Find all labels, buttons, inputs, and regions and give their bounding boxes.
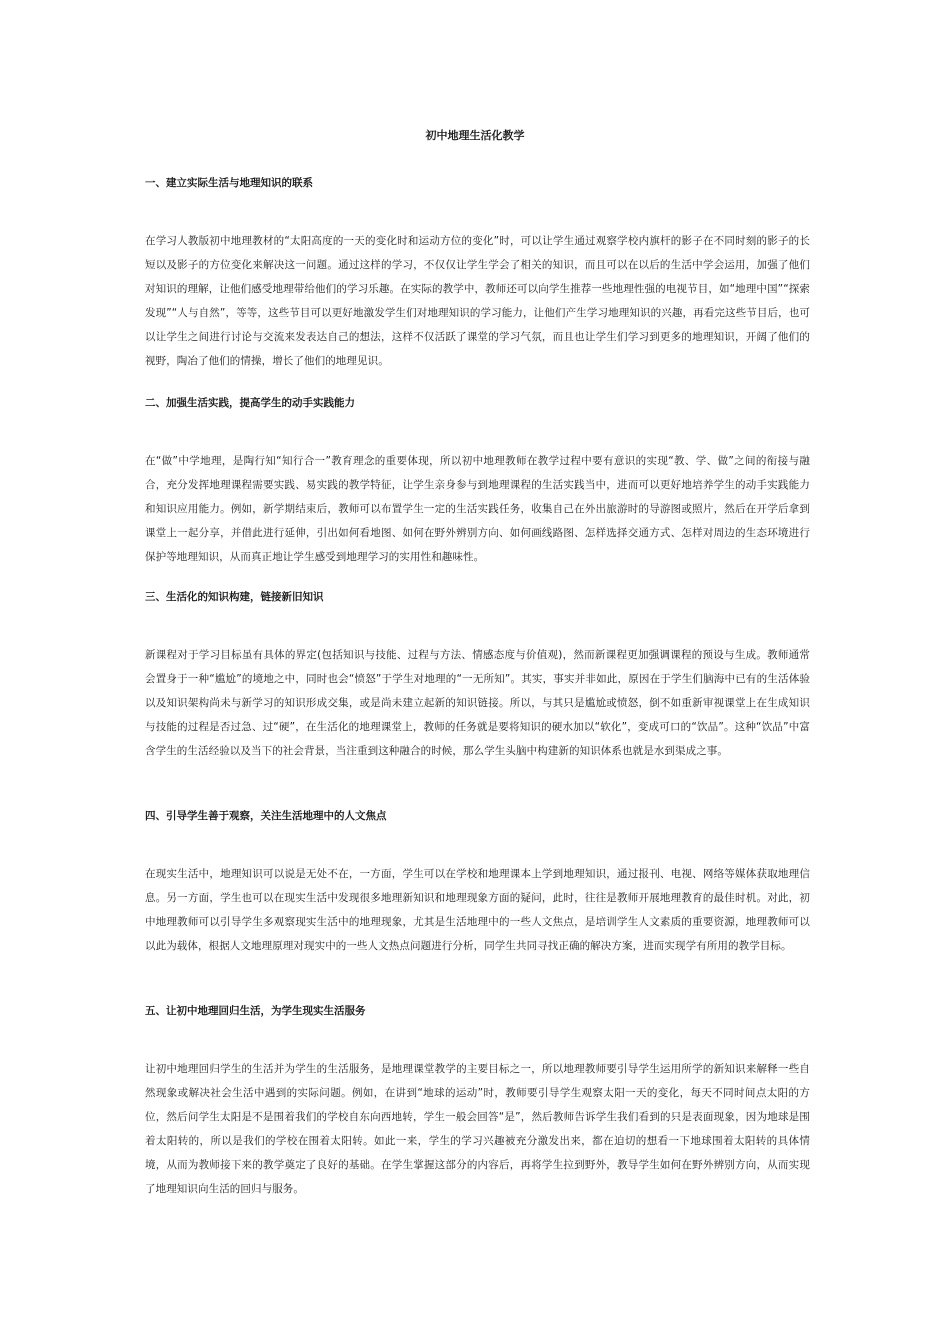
- document-title: 初中地理生活化教学: [425, 129, 525, 142]
- section-heading: 五、让初中地理回归生活，为学生现实生活服务: [145, 1005, 366, 1017]
- section-paragraph: 在学习人教版初中地理教材的“太阳高度的一天的变化时和运动方位的变化”时，可以让学生通过观察学校内旗杆的影子在不同时刻的影子的长短以及影子的方位变化来解决这一问题。通过这样的学习，不仅仅让学生学会了相关的知识，而且可以在以后的生活中学会运用，加强了他们对知识的理解，让他们感受地理带给他们的学习乐趣。在实际的教学中，教师还可以向学生推荐一些地理性强的电视节目，如“地理中国”“探索发现”“人与自然”，等等，这些节目可以更好地激发学生们对地理知识的学习能力，让他们产生学习地理知识的兴趣，再看完这些节目后，也可以让学生之间进行讨论与交流来发表达自己的想法，这样不仅活跃了课堂的学习气氛，而且也让学生们学习到更多的地理知识，开阔了他们的视野，陶冶了他们的情操，增长了他们的地理见识。: [145, 235, 810, 367]
- section-heading: 二、加强生活实践，提高学生的动手实践能力: [145, 397, 355, 409]
- section-heading: 四、引导学生善于观察，关注生活地理中的人文焦点: [145, 810, 387, 822]
- section-heading: 三、生活化的知识构建，链接新旧知识: [145, 591, 324, 603]
- section-3: [145, 589, 810, 763]
- section-paragraph: 让初中地理回归学生的生活并为学生的生活服务，是地理课堂教学的主要目标之一，所以地理教师要引导学生运用所学的新知识来解释一些自然现象或解决社会生活中遇到的实际问题。例如，在讲到“地球的运动”时，教师要引导学生观察太阳一天的变化，每天不同时间点太阳的方位，然后问学生太阳是不是围着我们的学校自东向西地转，学生一般会回答“是”，然后教师告诉学生我们看到的只是表面现象，因为地球是围着太阳转的，所以是我们的学校在围着太阳转。如此一来，学生的学习兴趣被充分激发出来，都在迫切的想看一下地球围着太阳转的具体情境，从而为教师接下来的教学奠定了良好的基础。在学生掌握这部分的内容后，再将学生拉到野外，教导学生如何在野外辨别方向，从而实现了地理知识向生活的回归与服务。: [145, 1063, 810, 1195]
- section-paragraph: 新课程对于学习目标虽有具体的界定(包括知识与技能、过程与方法、情感态度与价值观)，然而新课程更加强调课程的预设与生成。教师通常会置身于一种“尴尬”的境地之中，同时也会“愤怒”于学生对地理的“一无所知”。其实，事实并非如此，原因在于学生们脑海中已有的生活体验以及知识架构尚未与新学习的知识形成交集，或是尚未建立起新的知识链接。所以，与其只是尴尬或愤怒，倒不如重新审视课堂上在生成知识与技能的过程是否过急、过“硬”，在生活化的地理课堂上，教师的任务就是要将知识的硬水加以“软化”，变成可口的“饮品”。这种“饮品”中富含学生的生活经验以及当下的社会背景，当注重到这种融合的时候，那么学生头脑中构建新的知识体系也就是水到渠成之事。: [145, 649, 810, 757]
- section-paragraph: 在“做”中学地理，是陶行知“知行合一”教育理念的重要体现，所以初中地理教师在教学过程中要有意识的实现“教、学、做”之间的衔接与融合，充分发挥地理课程需要实践、易实践的教学特征，让学生亲身参与到地理课程的生活实践当中，进而可以更好地培养学生的动手实践能力和知识应用能力。例如，新学期结束后，教师可以布置学生一定的生活实践任务，收集自己在外出旅游时的导游图或照片，然后在开学后拿到课堂上一起分享，并借此进行延伸，引出如何看地图、如何在野外辨别方向、如何画线路图、怎样选择交通方式、怎样对周边的生态环境进行保护等地理知识，从而真正地让学生感受到地理学习的实用性和趣味性。: [145, 455, 810, 563]
- section-paragraph: 在现实生活中，地理知识可以说是无处不在，一方面，学生可以在学校和地理课本上学到地理知识，通过报刊、电视、网络等媒体获取地理信息。另一方面，学生也可以在现实生活中发现很多地理新知识和地理现象方面的疑问，此时，往往是教师开展地理教育的最佳时机。对此，初中地理教师可以引导学生多观察现实生活中的地理现象，尤其是生活地理中的一些人文焦点，是培训学生人文素质的重要资源，地理教师可以以此为载体，根据人文地理原理对现实中的一些人文热点问题进行分析，同学生共同寻找正确的解决方案，进而实现学有所用的教学目标。: [145, 868, 810, 952]
- section-4: [145, 808, 810, 958]
- section-heading: 一、建立实际生活与地理知识的联系: [145, 177, 313, 189]
- section-2: [145, 395, 810, 569]
- section-1: [145, 175, 810, 373]
- section-5: [145, 1003, 810, 1201]
